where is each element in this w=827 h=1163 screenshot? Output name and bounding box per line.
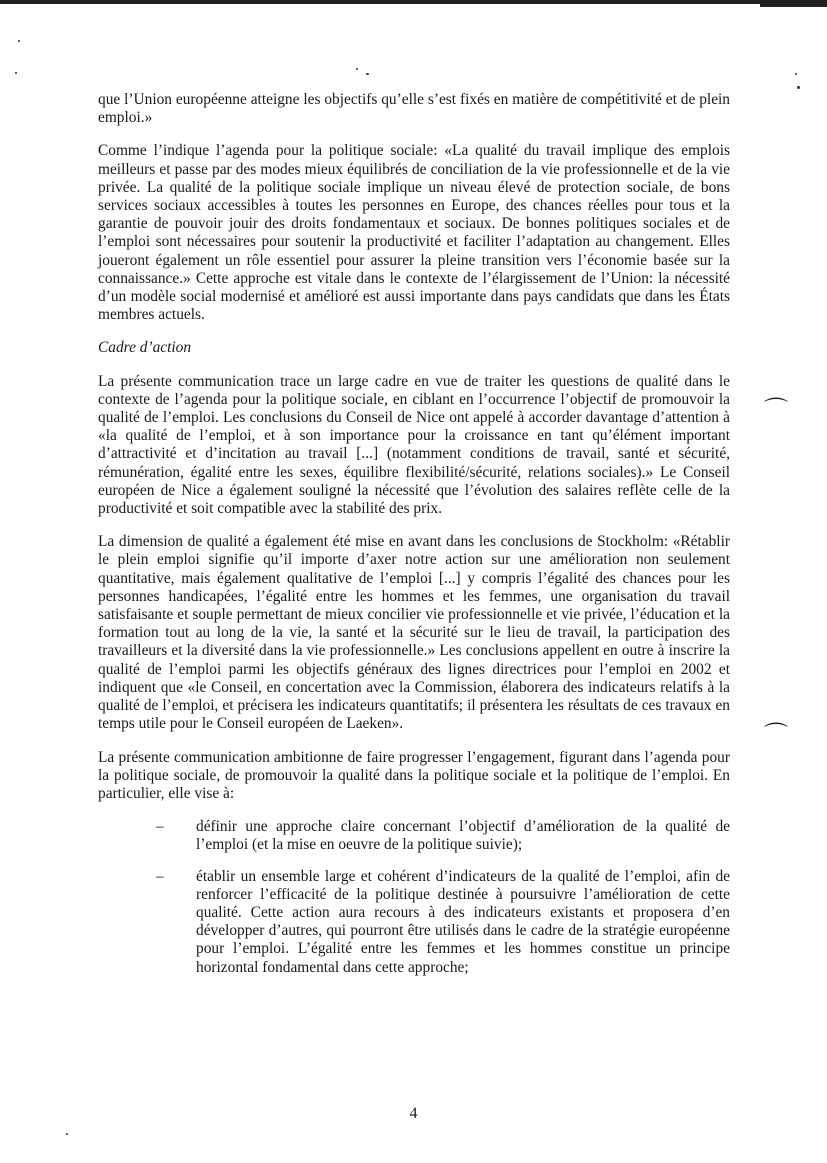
list-item-text: établir un ensemble large et cohérent d’indicateurs de la qualité de l’emploi, afin de renforcer l’efficacité de la politique destinée à poursuivre l’amélioration de cette qualité. Cette action aura recours à des indicateurs existants et proposera d’en développer d’autres, qui pourront être utilisés dans le cadre de la stratégie européenne pour l’emploi. L’égalité entre les femmes et les hommes constitue un principe horizontal fondamental dans cette approche;	[196, 867, 730, 976]
scan-speck	[797, 86, 800, 89]
scan-top-border-corner	[760, 2, 827, 7]
paragraph-objectives: La présente communication ambitionne de faire progresser l’engagement, figurant dans l’agenda pour la politique sociale, de promouvoir la qualité dans la politique sociale et la politique de l’emploi. En particulier, elle vise à:	[98, 748, 730, 802]
punch-hole-mark-bottom: ⌒	[764, 721, 788, 749]
scan-speck	[356, 68, 358, 70]
objectives-list	[98, 818, 730, 977]
paragraph-stockholm: La dimension de qualité a également été mise en avant dans les conclusions de Stockholm: «Rétablir le plein emploi signifie qu’il importe d’axer notre action sur une amélioration non seulement quantitative, mais également qualitative de l’emploi [...] y compris l’égalité des chances pour les personnes handicapées, l’égalité entre les hommes et les femmes, une organisation du travail satisfaisante et souple permettant de mieux concilier vie professionnelle et vie privée, l’éducation et la formation tout au long de la vie, la santé et la sécurité sur le lieu de travail, la participation des travailleurs et la diversité dans la vie professionnelle.» Les conclusions appellent en outre à inscrire la qualité de l’emploi parmi les objectifs généraux des lignes directrices pour l’emploi en 2002 et indiquent que «le Conseil, en concertation avec la Commission, élaborera des indicateurs relatifs à la qualité de l’emploi, et précisera les indicateurs quantitatifs; il présentera les résultats de ces travaux en temps utile pour le Conseil européen de Laeken».	[98, 533, 730, 733]
scan-speck	[795, 73, 797, 75]
scan-speck	[66, 1133, 68, 1135]
paragraph-agenda-quote: Comme l’indique l’agenda pour la politique sociale: «La qualité du travail implique des emplois meilleurs et passe par des modes mieux équilibrés de conciliation de la vie professionnelle et de la vie privée. La qualité de la politique sociale implique un niveau élevé de protection sociale, de bons services sociaux accessibles à toutes les personnes en Europe, des chances réelles pour tous et la garantie de pouvoir jouir des droits fondamentaux et sociaux. De bonnes politiques sociales et de l’emploi sont nécessaires pour soutenir la productivité et faciliter l’adaptation au changement. Elles joueront également un rôle essentiel pour assurer la pleine transition vers l’économie basée sur la connaissance.» Cette approche est vitale dans le contexte de l’élargissement de l’Union: la nécessité d’un modèle social modernisé et amélioré est aussi importante dans pays candidats que dans les États membres actuels.	[98, 142, 730, 324]
page-number: 4	[409, 1105, 418, 1122]
punch-hole-mark-top: ⌒	[764, 396, 788, 424]
paragraph-nice-council: La présente communication trace un large cadre en vue de traiter les questions de qualité dans le contexte de l’agenda pour la politique sociale, en ciblant en l’occurrence l’objectif de promouvoir la qualité de l’emploi. Les conclusions du Conseil de Nice ont appelé à accorder davantage d’attention à «la qualité de l’emploi, et à son importance pour la croissance en tant qu’élément important d’attractivité et d’incitation au travail [...] (notamment conditions de travail, santé et sécurité, rémunération, égalité entre les sexes, équilibre flexibilité/sécurité, relations sociales).» Le Conseil européen de Nice a également souligné la nécessité que l’évolution des salaires reflète celle de la productivité et soit compatible avec la stabilité des prix.	[98, 372, 730, 518]
section-heading: Cadre d’action	[98, 339, 192, 357]
scan-speck	[366, 73, 369, 75]
list-item-text: définir une approche claire concernant l’objectif d’amélioration de la qualité de l’emploi (et la mise en oeuvre de la politique suivie);	[196, 818, 730, 854]
document-body	[98, 91, 730, 990]
paragraph-continuation: que l’Union européenne atteigne les objectifs qu’elle s’est fixés en matière de compétitivité et de plein emploi.»	[98, 91, 730, 127]
list-dash: –	[156, 867, 164, 885]
list-item	[98, 868, 730, 977]
scan-speck	[18, 40, 20, 42]
list-dash: –	[156, 818, 164, 836]
scan-speck	[15, 72, 17, 74]
list-item	[98, 818, 730, 854]
scan-top-border	[0, 0, 827, 4]
